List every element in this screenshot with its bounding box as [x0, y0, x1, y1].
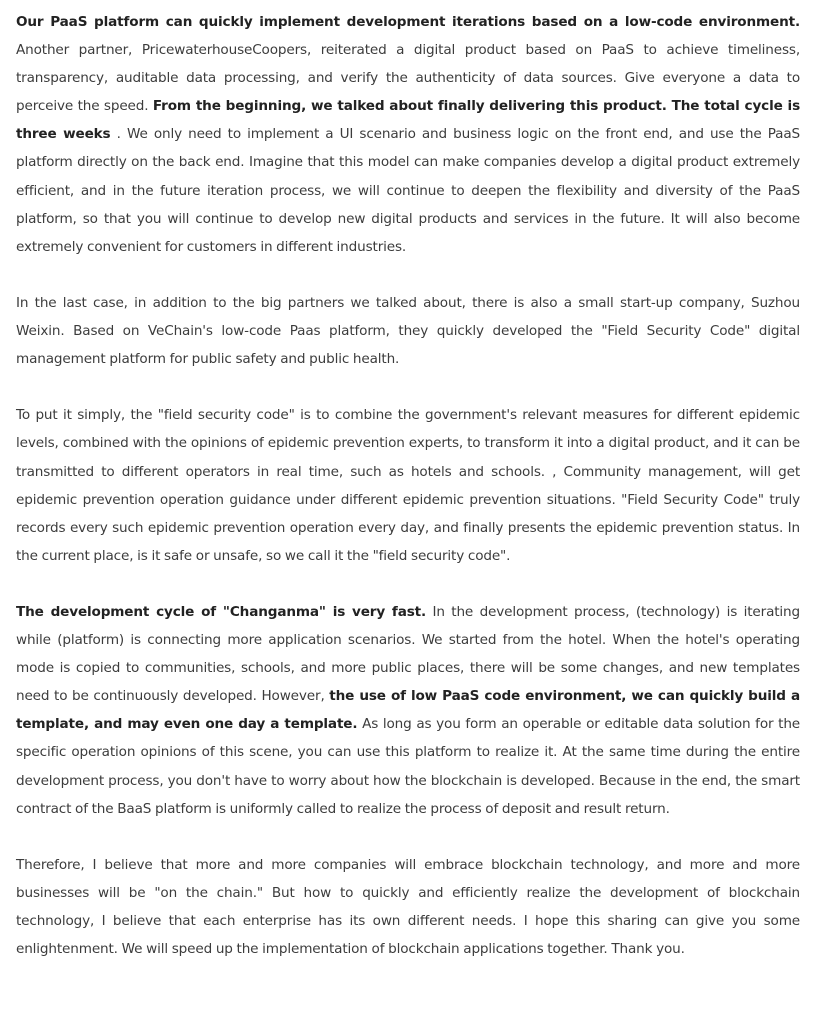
- paragraph-paas-iterations: [16, 8, 800, 261]
- text-run: Therefore, I believe that more and more companies will embrace blockchain technology, and more and more businesses will be "on the chain." But how to quickly and efficiently realize the development of blockchain technology, I believe that each enterprise has its own different needs. I hope this sharing can give you some enlightenment. We will speed up the implementation of blockchain applications together. Thank you.: [16, 856, 800, 958]
- paragraph-conclusion: [16, 851, 800, 963]
- text-run: The development cycle of "Changanma" is very fast.: [16, 603, 427, 620]
- text-run: To put it simply, the "field security code" is to combine the government's relevant measures for different epidemic levels, combined with the opinions of epidemic prevention experts, to transform it into a digital product, and it can be transmitted to different operators in real time, such as hotels and schools. , Community management, will get epidemic prevention operation guidance under different epidemic prevention situations. "Field Security Code" truly records every such epidemic prevention operation every day, and finally presents the epidemic prevention status. In the current place, is it safe or unsafe, so we call it the "field security code".: [16, 407, 800, 564]
- article-body: [16, 8, 800, 963]
- paragraph-development-cycle: [16, 598, 800, 823]
- text-run: From the beginning, we talked about finally delivering this product. The total cycle is three weeks: [16, 98, 801, 143]
- paragraph-suzhou-weixin: [16, 289, 800, 373]
- text-run: Another partner, PricewaterhouseCoopers, reiterated a digital product based on PaaS to achieve timeliness, transparency, auditable data processing, and verify the authenticity of data sources. Give everyone a data to perceive the speed.: [16, 42, 800, 115]
- text-run: As long as you form an operable or editable data solution for the specific operation opinions of this scene, you can use this platform to realize it. At the same time during the entire development process, you don't have to worry about how the blockchain is developed. Because in the end, the smart contract of the BaaS platform is uniformly called to realize the process of deposit and result return.: [16, 716, 800, 817]
- text-run: In the last case, in addition to the big partners we talked about, there is also a small start-up company, Suzhou Weixin. Based on VeChain's low-code Paas platform, they quickly developed the "Field Security Code" digital management platform for public safety and public health.: [16, 294, 800, 368]
- text-run: In the development process, (technology) is iterating while (platform) is connecting more application scenarios. We started from the hotel. When the hotel's operating mode is copied to communities, schools, and more public places, there will be some changes, and new templates need to be continuously developed. However,: [16, 603, 800, 705]
- text-run: Our PaaS platform can quickly implement development iterations based on a low-code environment.: [16, 14, 800, 30]
- text-run: the use of low PaaS code environment, we can quickly build a template, and may even one day a template.: [16, 688, 800, 733]
- text-run: . We only need to implement a UI scenario and business logic on the front end, and use the PaaS platform directly on the back end. Imagine that this model can make companies develop a digital product extremely efficient, and in the future iteration process, we will continue to deepen the flexibility and diversity of the PaaS platform, so that you will continue to develop new digital products and services in the future. It will also become extremely convenient for customers in different industries.: [16, 126, 800, 255]
- paragraph-field-security-code: [16, 401, 800, 570]
